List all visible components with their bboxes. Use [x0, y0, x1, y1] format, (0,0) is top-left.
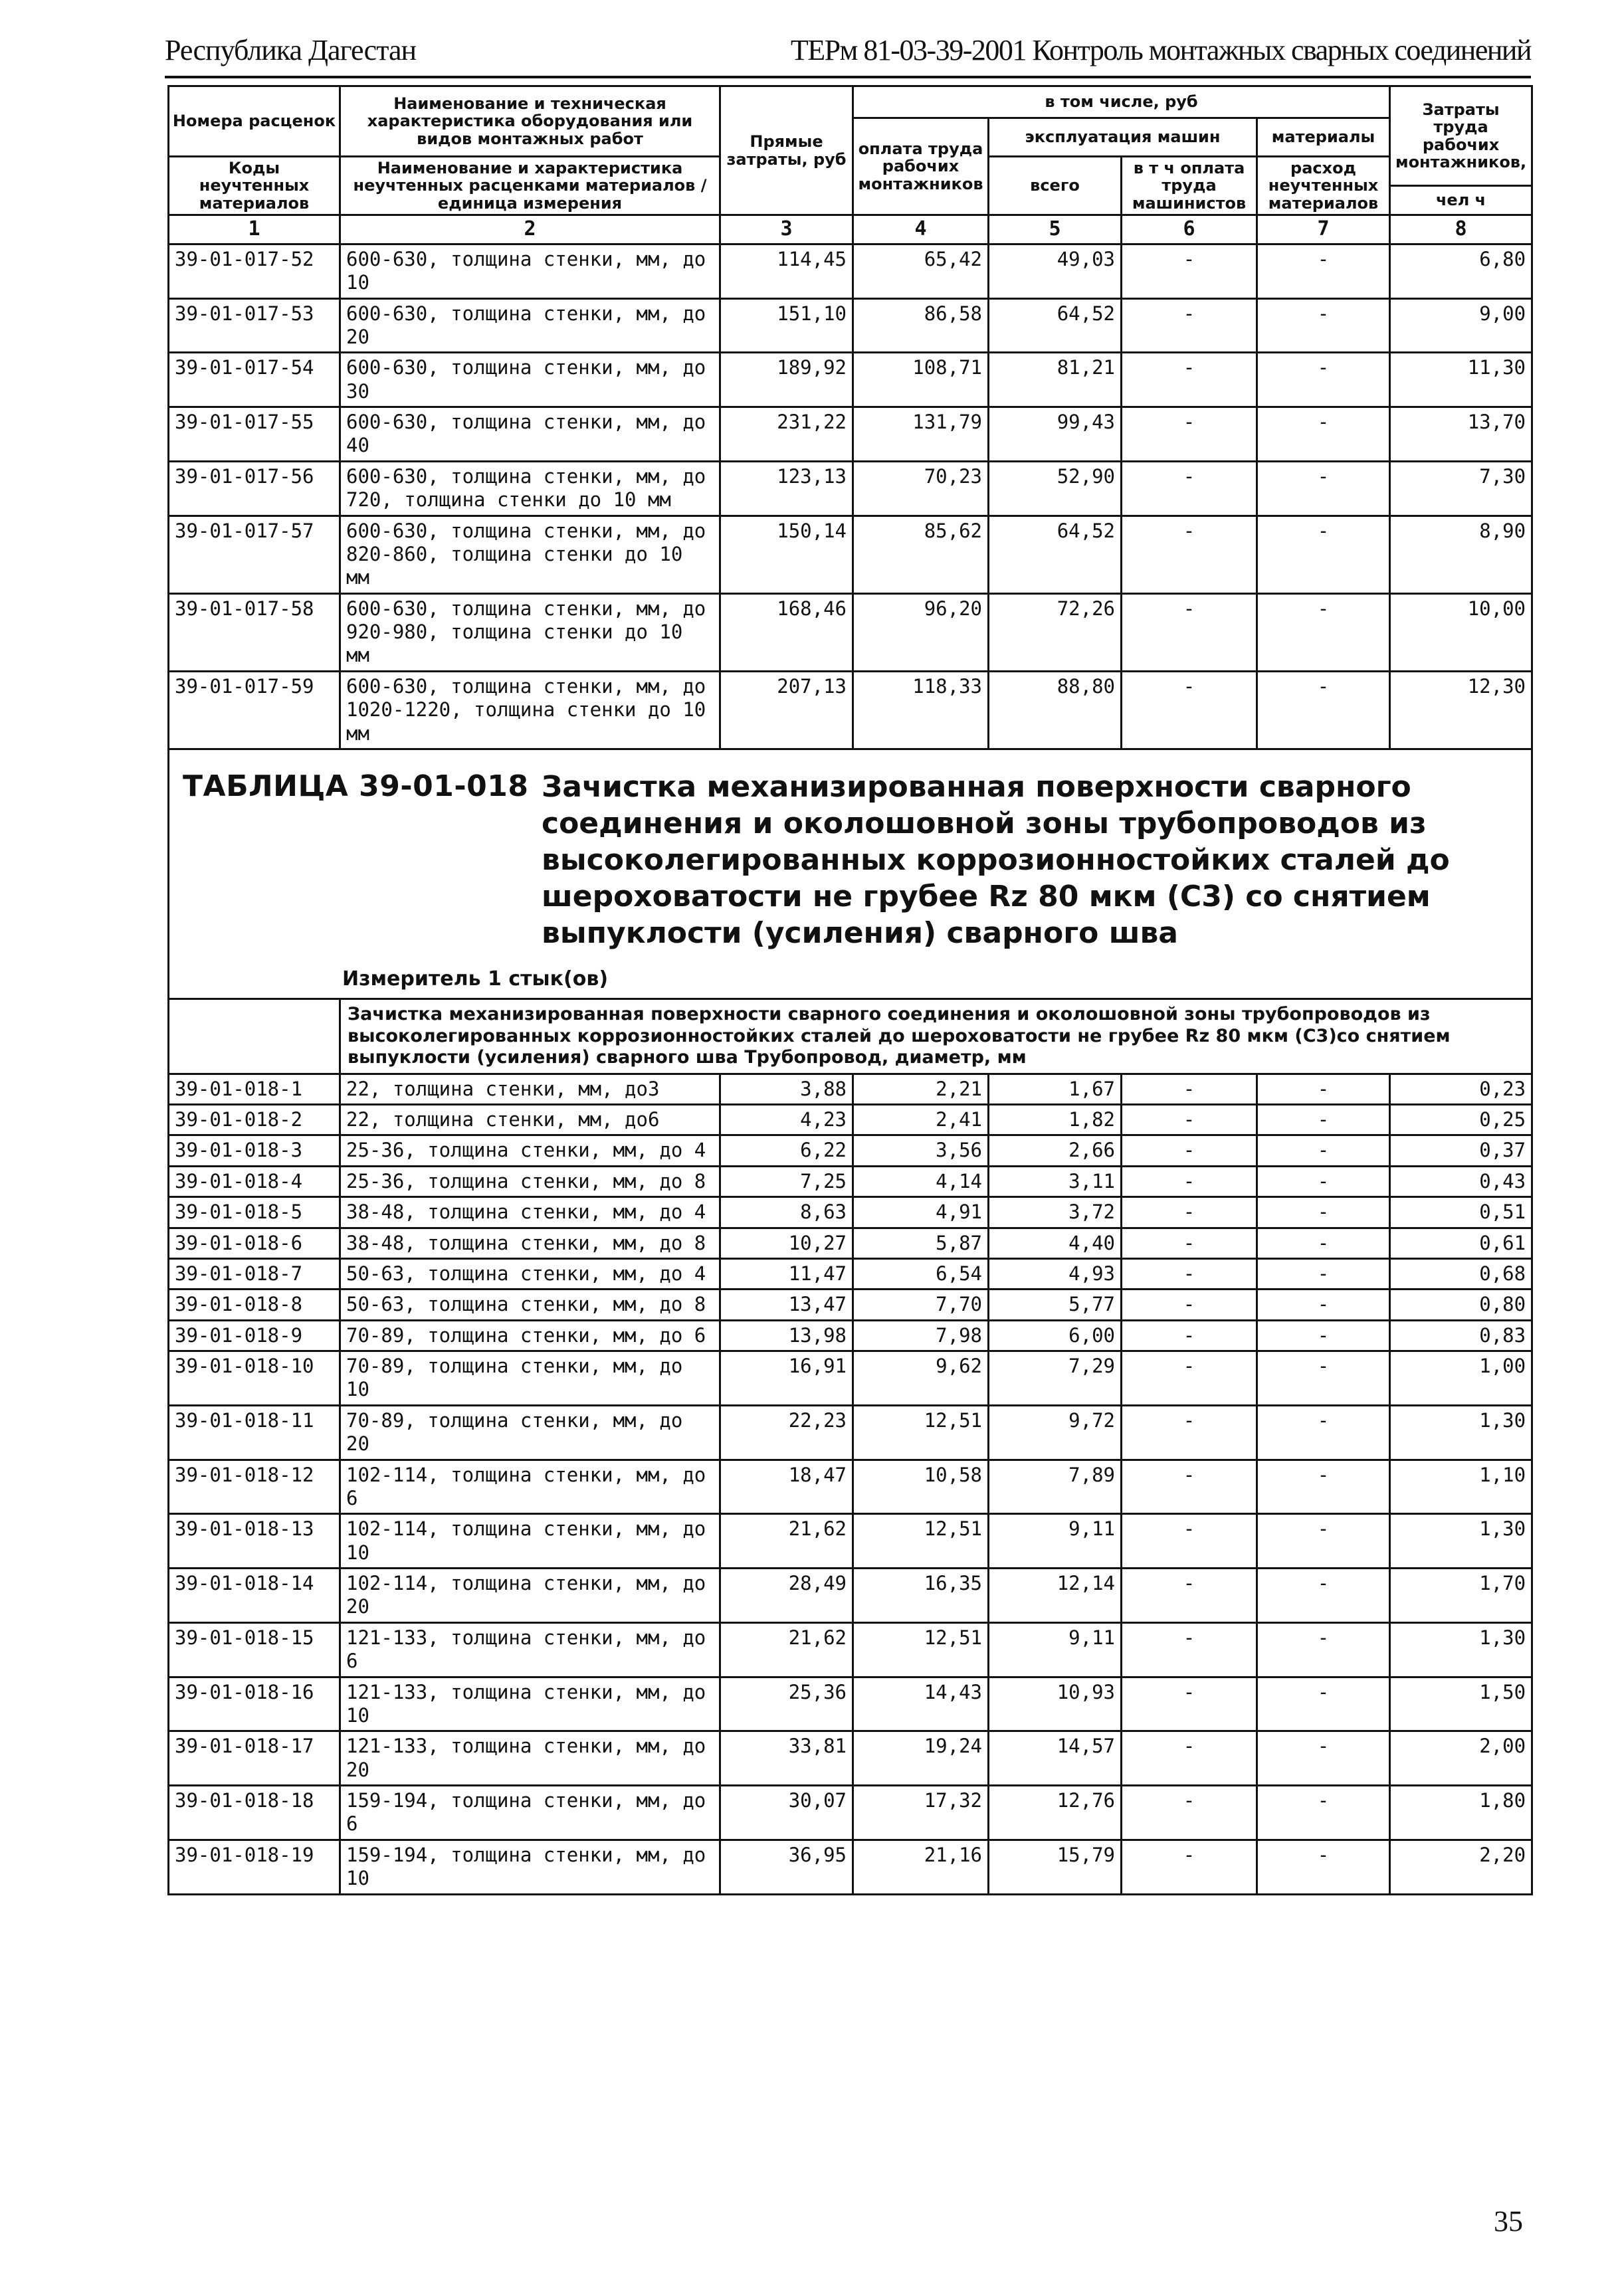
- table-row: [169, 1677, 1532, 1731]
- material-use: -: [1257, 516, 1390, 593]
- rate-code: 39-01-017-59: [169, 671, 340, 749]
- direct-costs: 150,14: [720, 516, 853, 593]
- labor-costs: 1,00: [1390, 1351, 1532, 1406]
- machines-total: 99,43: [989, 407, 1122, 462]
- material-use: -: [1257, 461, 1390, 516]
- rate-description: 159-194, толщина стенки, мм, до 6: [340, 1786, 720, 1840]
- material-use: -: [1257, 1166, 1390, 1196]
- machinist-pay: -: [1122, 1569, 1257, 1623]
- machines-total: 12,76: [989, 1786, 1122, 1840]
- machinist-pay: -: [1122, 353, 1257, 407]
- machines-total: 9,72: [989, 1405, 1122, 1460]
- machines-total: 5,77: [989, 1290, 1122, 1320]
- machines-total: 64,52: [989, 516, 1122, 593]
- worker-pay: 10,58: [853, 1460, 989, 1514]
- labor-costs: 1,50: [1390, 1677, 1532, 1731]
- labor-costs: 12,30: [1390, 671, 1532, 749]
- rate-description: 600-630, толщина стенки, мм, до 30: [340, 353, 720, 407]
- header-region: Республика Дагестан: [165, 34, 417, 66]
- worker-pay: 9,62: [853, 1351, 989, 1406]
- material-use: -: [1257, 1258, 1390, 1289]
- rate-code: 39-01-018-1: [169, 1074, 340, 1104]
- col-header-labor-costs: Затраты труда рабочих монтажников,: [1390, 86, 1532, 186]
- material-use: -: [1257, 1351, 1390, 1406]
- rate-code: 39-01-017-56: [169, 461, 340, 516]
- labor-costs: 1,30: [1390, 1405, 1532, 1460]
- worker-pay: 6,54: [853, 1258, 989, 1289]
- material-use: -: [1257, 1622, 1390, 1677]
- table-row: [169, 1569, 1532, 1623]
- direct-costs: 6,22: [720, 1135, 853, 1166]
- machines-total: 49,03: [989, 244, 1122, 298]
- col-header-machinist-pay: в т ч оплата труда машинистов: [1122, 157, 1257, 215]
- direct-costs: 168,46: [720, 593, 853, 671]
- table-row: [169, 461, 1532, 516]
- rate-code: 39-01-018-15: [169, 1622, 340, 1677]
- labor-costs: 1,10: [1390, 1460, 1532, 1514]
- machines-total: 3,72: [989, 1197, 1122, 1228]
- worker-pay: 2,21: [853, 1074, 989, 1104]
- direct-costs: 123,13: [720, 461, 853, 516]
- labor-costs: 0,68: [1390, 1258, 1532, 1289]
- table-018-title: Зачистка механизированная поверхности сварного соединения и околошовной зоны трубопроводов из высоколегированных коррозионностойких сталей до шероховатости не грубее Rz 80 мкм (С3) со снятием выпуклости (усиления) сварного шва: [542, 769, 1450, 950]
- rate-description: 600-630, толщина стенки, мм, до 820-860, толщина стенки до 10 мм: [340, 516, 720, 593]
- worker-pay: 21,16: [853, 1840, 989, 1894]
- header-row-1: [169, 86, 1532, 118]
- worker-pay: 3,56: [853, 1135, 989, 1166]
- rate-code: 39-01-018-14: [169, 1569, 340, 1623]
- labor-costs: 11,30: [1390, 353, 1532, 407]
- col-header-machines-total: всего: [989, 157, 1122, 215]
- table-row: [169, 1786, 1532, 1840]
- machines-total: 52,90: [989, 461, 1122, 516]
- material-use: -: [1257, 298, 1390, 353]
- labor-costs: 0,61: [1390, 1228, 1532, 1258]
- direct-costs: 30,07: [720, 1786, 853, 1840]
- direct-costs: 21,62: [720, 1514, 853, 1569]
- table-row: [169, 1290, 1532, 1320]
- worker-pay: 17,32: [853, 1786, 989, 1840]
- machinist-pay: -: [1122, 1135, 1257, 1166]
- rate-description: 600-630, толщина стенки, мм, до 1020-1220, толщина стенки до 10 мм: [340, 671, 720, 749]
- material-use: -: [1257, 353, 1390, 407]
- worker-pay: 4,91: [853, 1197, 989, 1228]
- direct-costs: 3,88: [720, 1074, 853, 1104]
- rate-code: 39-01-018-17: [169, 1731, 340, 1786]
- machinist-pay: -: [1122, 1840, 1257, 1894]
- group-code-cell: [169, 999, 340, 1074]
- material-use: -: [1257, 671, 1390, 749]
- table-row: [169, 516, 1532, 593]
- worker-pay: 131,79: [853, 407, 989, 462]
- material-use: -: [1257, 1228, 1390, 1258]
- rate-code: 39-01-018-8: [169, 1290, 340, 1320]
- labor-costs: 1,30: [1390, 1514, 1532, 1569]
- rate-description: 38-48, толщина стенки, мм, до 8: [340, 1228, 720, 1258]
- machines-total: 12,14: [989, 1569, 1122, 1623]
- column-number: 4: [853, 215, 989, 244]
- machinist-pay: -: [1122, 1460, 1257, 1514]
- worker-pay: 19,24: [853, 1731, 989, 1786]
- material-use: -: [1257, 1105, 1390, 1135]
- rate-description: 600-630, толщина стенки, мм, до 10: [340, 244, 720, 298]
- column-number: 1: [169, 215, 340, 244]
- rate-description: 102-114, толщина стенки, мм, до 10: [340, 1514, 720, 1569]
- rate-code: 39-01-017-57: [169, 516, 340, 593]
- machines-total: 2,66: [989, 1135, 1122, 1166]
- worker-pay: 118,33: [853, 671, 989, 749]
- direct-costs: 11,47: [720, 1258, 853, 1289]
- rate-code: 39-01-017-54: [169, 353, 340, 407]
- rate-description: 70-89, толщина стенки, мм, до 6: [340, 1320, 720, 1351]
- table-row: [169, 1405, 1532, 1460]
- worker-pay: 7,70: [853, 1290, 989, 1320]
- rate-description: 159-194, толщина стенки, мм, до 10: [340, 1840, 720, 1894]
- rate-description: 600-630, толщина стенки, мм, до 720, толщина стенки до 10 мм: [340, 461, 720, 516]
- col-header-unit: чел ч: [1390, 186, 1532, 215]
- table-018-label: ТАБЛИЦА 39-01-018: [183, 769, 529, 803]
- material-use: -: [1257, 1731, 1390, 1786]
- rate-description: 70-89, толщина стенки, мм, до 10: [340, 1351, 720, 1406]
- rate-description: 121-133, толщина стенки, мм, до 6: [340, 1622, 720, 1677]
- rate-description: 70-89, толщина стенки, мм, до 20: [340, 1405, 720, 1460]
- table-row: [169, 1840, 1532, 1894]
- rate-description: 102-114, толщина стенки, мм, до 6: [340, 1460, 720, 1514]
- table-row: [169, 1197, 1532, 1228]
- table-row: [169, 671, 1532, 749]
- labor-costs: 0,43: [1390, 1166, 1532, 1196]
- rate-code: 39-01-018-2: [169, 1105, 340, 1135]
- machines-total: 4,93: [989, 1258, 1122, 1289]
- material-use: -: [1257, 1514, 1390, 1569]
- direct-costs: 13,47: [720, 1290, 853, 1320]
- direct-costs: 8,63: [720, 1197, 853, 1228]
- worker-pay: 12,51: [853, 1514, 989, 1569]
- col-header-material-codes: Коды неучтенных материалов: [169, 157, 340, 215]
- table-row: [169, 1228, 1532, 1258]
- worker-pay: 12,51: [853, 1622, 989, 1677]
- col-header-materials: материалы: [1257, 118, 1390, 157]
- machines-total: 81,21: [989, 353, 1122, 407]
- machines-total: 9,11: [989, 1514, 1122, 1569]
- rate-description: 121-133, толщина стенки, мм, до 10: [340, 1677, 720, 1731]
- machinist-pay: -: [1122, 1731, 1257, 1786]
- labor-costs: 1,80: [1390, 1786, 1532, 1840]
- material-use: -: [1257, 407, 1390, 462]
- machinist-pay: -: [1122, 244, 1257, 298]
- rate-code: 39-01-018-13: [169, 1514, 340, 1569]
- direct-costs: 16,91: [720, 1351, 853, 1406]
- material-use: -: [1257, 1677, 1390, 1731]
- labor-costs: 9,00: [1390, 298, 1532, 353]
- table-row: [169, 244, 1532, 298]
- col-header-material-name: Наименование и характеристика неучтенных расценками материалов / единица измерения: [340, 157, 720, 215]
- col-header-material-use: расход неучтенных материалов: [1257, 157, 1390, 215]
- machines-total: 88,80: [989, 671, 1122, 749]
- rate-description: 600-630, толщина стенки, мм, до 40: [340, 407, 720, 462]
- rate-code: 39-01-018-7: [169, 1258, 340, 1289]
- labor-costs: 0,51: [1390, 1197, 1532, 1228]
- table-row: [169, 1514, 1532, 1569]
- rate-code: 39-01-017-52: [169, 244, 340, 298]
- worker-pay: 86,58: [853, 298, 989, 353]
- table-row: [169, 1166, 1532, 1196]
- direct-costs: 231,22: [720, 407, 853, 462]
- material-use: -: [1257, 1840, 1390, 1894]
- column-number: 6: [1122, 215, 1257, 244]
- material-use: -: [1257, 1290, 1390, 1320]
- worker-pay: 108,71: [853, 353, 989, 407]
- table-row: [169, 1135, 1532, 1166]
- machinist-pay: -: [1122, 1166, 1257, 1196]
- machines-total: 10,93: [989, 1677, 1122, 1731]
- rate-description: 121-133, толщина стенки, мм, до 20: [340, 1731, 720, 1786]
- material-use: -: [1257, 1569, 1390, 1623]
- direct-costs: 10,27: [720, 1228, 853, 1258]
- labor-costs: 0,37: [1390, 1135, 1532, 1166]
- header-rule: [165, 76, 1531, 78]
- rate-code: 39-01-018-3: [169, 1135, 340, 1166]
- machines-total: 7,29: [989, 1351, 1122, 1406]
- direct-costs: 18,47: [720, 1460, 853, 1514]
- rate-code: 39-01-018-18: [169, 1786, 340, 1840]
- col-header-rate-numbers: Номера расценок: [169, 86, 340, 157]
- rate-description: 22, толщина стенки, мм, до6: [340, 1105, 720, 1135]
- table-row: [169, 1074, 1532, 1104]
- material-use: -: [1257, 244, 1390, 298]
- table-row: [169, 1258, 1532, 1289]
- labor-costs: 0,80: [1390, 1290, 1532, 1320]
- material-use: -: [1257, 1135, 1390, 1166]
- worker-pay: 5,87: [853, 1228, 989, 1258]
- direct-costs: 13,98: [720, 1320, 853, 1351]
- column-number: 8: [1390, 215, 1532, 244]
- table-row: [169, 407, 1532, 462]
- worker-pay: 14,43: [853, 1677, 989, 1731]
- machines-total: 72,26: [989, 593, 1122, 671]
- machinist-pay: -: [1122, 1786, 1257, 1840]
- machinist-pay: -: [1122, 298, 1257, 353]
- labor-costs: 7,30: [1390, 461, 1532, 516]
- machines-total: 1,67: [989, 1074, 1122, 1104]
- rate-code: 39-01-018-9: [169, 1320, 340, 1351]
- machinist-pay: -: [1122, 671, 1257, 749]
- material-use: -: [1257, 593, 1390, 671]
- material-use: -: [1257, 1320, 1390, 1351]
- direct-costs: 189,92: [720, 353, 853, 407]
- machines-total: 4,40: [989, 1228, 1122, 1258]
- machinist-pay: -: [1122, 1197, 1257, 1228]
- rate-description: 102-114, толщина стенки, мм, до 20: [340, 1569, 720, 1623]
- direct-costs: 114,45: [720, 244, 853, 298]
- machinist-pay: -: [1122, 1351, 1257, 1406]
- rate-code: 39-01-018-4: [169, 1166, 340, 1196]
- machinist-pay: -: [1122, 1228, 1257, 1258]
- material-use: -: [1257, 1786, 1390, 1840]
- rate-code: 39-01-017-53: [169, 298, 340, 353]
- labor-costs: 13,70: [1390, 407, 1532, 462]
- machinist-pay: -: [1122, 1074, 1257, 1104]
- table-018-group-row: [169, 999, 1532, 1074]
- worker-pay: 4,14: [853, 1166, 989, 1196]
- worker-pay: 85,62: [853, 516, 989, 593]
- worker-pay: 16,35: [853, 1569, 989, 1623]
- direct-costs: 25,36: [720, 1677, 853, 1731]
- table-row: [169, 593, 1532, 671]
- machines-total: 64,52: [989, 298, 1122, 353]
- direct-costs: 7,25: [720, 1166, 853, 1196]
- worker-pay: 65,42: [853, 244, 989, 298]
- worker-pay: 2,41: [853, 1105, 989, 1135]
- rate-description: 50-63, толщина стенки, мм, до 4: [340, 1258, 720, 1289]
- table-row: [169, 1731, 1532, 1786]
- direct-costs: 4,23: [720, 1105, 853, 1135]
- labor-costs: 2,20: [1390, 1840, 1532, 1894]
- rate-description: 25-36, толщина стенки, мм, до 8: [340, 1166, 720, 1196]
- machinist-pay: -: [1122, 1405, 1257, 1460]
- rate-code: 39-01-018-16: [169, 1677, 340, 1731]
- machines-total: 9,11: [989, 1622, 1122, 1677]
- table-row: [169, 1351, 1532, 1406]
- col-header-work-name: Наименование и техническая характеристика оборудования или видов монтажных работ: [340, 86, 720, 157]
- table-row: [169, 1460, 1532, 1514]
- machinist-pay: -: [1122, 407, 1257, 462]
- labor-costs: 2,00: [1390, 1731, 1532, 1786]
- table-row: [169, 353, 1532, 407]
- rate-code: 39-01-018-6: [169, 1228, 340, 1258]
- col-header-machines: эксплуатация машин: [989, 118, 1257, 157]
- rate-code: 39-01-017-58: [169, 593, 340, 671]
- col-header-worker-pay: оплата труда рабочих монтажников: [853, 118, 989, 215]
- table-row: [169, 1622, 1532, 1677]
- direct-costs: 33,81: [720, 1731, 853, 1786]
- rate-code: 39-01-017-55: [169, 407, 340, 462]
- labor-costs: 1,70: [1390, 1569, 1532, 1623]
- direct-costs: 36,95: [720, 1840, 853, 1894]
- machinist-pay: -: [1122, 1290, 1257, 1320]
- table-018-title-row: [169, 749, 1532, 999]
- page-number: 35: [1494, 2205, 1523, 2238]
- direct-costs: 22,23: [720, 1405, 853, 1460]
- worker-pay: 70,23: [853, 461, 989, 516]
- machinist-pay: -: [1122, 1258, 1257, 1289]
- machines-total: 1,82: [989, 1105, 1122, 1135]
- machinist-pay: -: [1122, 516, 1257, 593]
- labor-costs: 6,80: [1390, 244, 1532, 298]
- direct-costs: 21,62: [720, 1622, 853, 1677]
- direct-costs: 207,13: [720, 671, 853, 749]
- rate-code: 39-01-018-11: [169, 1405, 340, 1460]
- column-number-row: [169, 215, 1532, 244]
- table-row: [169, 1320, 1532, 1351]
- rate-code: 39-01-018-19: [169, 1840, 340, 1894]
- machinist-pay: -: [1122, 1622, 1257, 1677]
- header-document-title: ТЕРм 81-03-39-2001 Контроль монтажных сварных соединений: [790, 34, 1531, 66]
- col-header-direct-costs: Прямые затраты, руб: [720, 86, 853, 215]
- labor-costs: 0,25: [1390, 1105, 1532, 1135]
- direct-costs: 151,10: [720, 298, 853, 353]
- rate-code: 39-01-018-10: [169, 1351, 340, 1406]
- measure-unit: [342, 967, 1526, 992]
- column-number: 7: [1257, 215, 1390, 244]
- machinist-pay: -: [1122, 1514, 1257, 1569]
- machines-total: 7,89: [989, 1460, 1122, 1514]
- rate-description: 25-36, толщина стенки, мм, до 4: [340, 1135, 720, 1166]
- material-use: -: [1257, 1405, 1390, 1460]
- rate-code: 39-01-018-5: [169, 1197, 340, 1228]
- material-use: -: [1257, 1197, 1390, 1228]
- rate-description: 50-63, толщина стенки, мм, до 8: [340, 1290, 720, 1320]
- column-number: 2: [340, 215, 720, 244]
- labor-costs: 8,90: [1390, 516, 1532, 593]
- worker-pay: 12,51: [853, 1405, 989, 1460]
- direct-costs: 28,49: [720, 1569, 853, 1623]
- machinist-pay: -: [1122, 1320, 1257, 1351]
- rate-description: 600-630, толщина стенки, мм, до 20: [340, 298, 720, 353]
- machines-total: 6,00: [989, 1320, 1122, 1351]
- machines-total: 3,11: [989, 1166, 1122, 1196]
- measure-value: 1 стык(ов): [488, 967, 609, 991]
- table-row: [169, 1105, 1532, 1135]
- table-row: [169, 298, 1532, 353]
- table-018-group-description: Зачистка механизированная поверхности сварного соединения и околошовной зоны трубопроводов из высоколегированных коррозионностойких сталей до шероховатости не грубее Rz 80 мкм (С3)со снятием выпуклости (усиления) сварного шва Трубопровод, диаметр, мм: [340, 999, 1532, 1074]
- worker-pay: 96,20: [853, 593, 989, 671]
- worker-pay: 7,98: [853, 1320, 989, 1351]
- measure-label: Измеритель: [342, 967, 481, 991]
- machinist-pay: -: [1122, 593, 1257, 671]
- labor-costs: 1,30: [1390, 1622, 1532, 1677]
- column-number: 5: [989, 215, 1122, 244]
- labor-costs: 10,00: [1390, 593, 1532, 671]
- machines-total: 15,79: [989, 1840, 1122, 1894]
- machines-total: 14,57: [989, 1731, 1122, 1786]
- rate-description: 22, толщина стенки, мм, до3: [340, 1074, 720, 1104]
- machinist-pay: -: [1122, 1677, 1257, 1731]
- machinist-pay: -: [1122, 1105, 1257, 1135]
- col-header-including: в том числе, руб: [853, 86, 1390, 118]
- labor-costs: 0,23: [1390, 1074, 1532, 1104]
- material-use: -: [1257, 1074, 1390, 1104]
- table-018-heading: [169, 749, 1532, 999]
- column-number: 3: [720, 215, 853, 244]
- rate-code: 39-01-018-12: [169, 1460, 340, 1514]
- labor-costs: 0,83: [1390, 1320, 1532, 1351]
- rates-table: [167, 85, 1533, 1895]
- machinist-pay: -: [1122, 461, 1257, 516]
- rate-description: 600-630, толщина стенки, мм, до 920-980, толщина стенки до 10 мм: [340, 593, 720, 671]
- rate-description: 38-48, толщина стенки, мм, до 4: [340, 1197, 720, 1228]
- material-use: -: [1257, 1460, 1390, 1514]
